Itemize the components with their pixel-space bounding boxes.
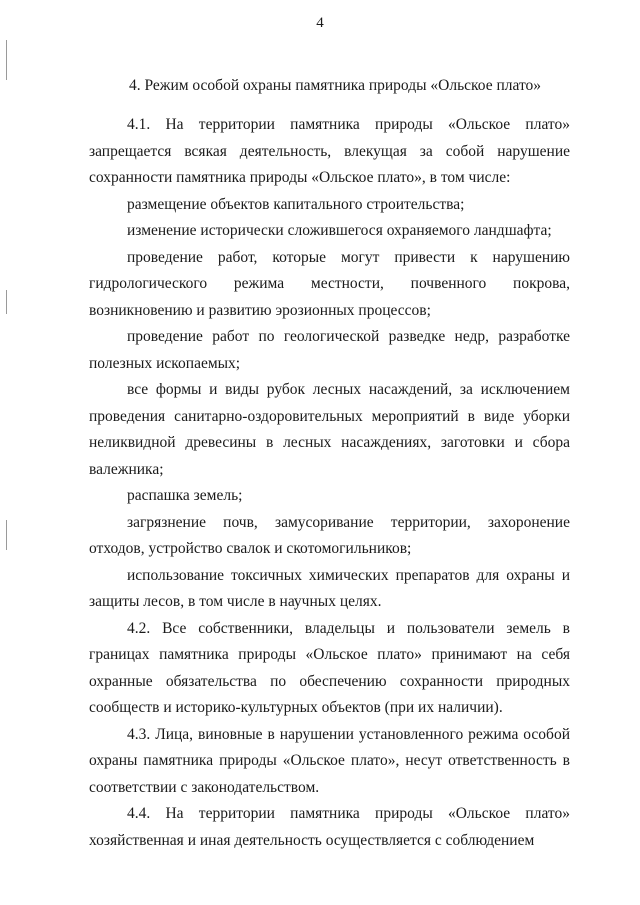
scan-edge-mark: [6, 40, 7, 80]
list-item: изменение исторически сложившегося охраняемого ландшафта;: [127, 222, 552, 239]
paragraph-4-2: 4.2. Все собственники, владельцы и пользователи земель в границах памятника природы «Ольское плато» принимают на себя охранные обязательства по обеспечению сохранности природных сообществ и историко-культурных объектов (при их наличии).: [89, 619, 570, 716]
list-item: проведение работ по геологической разведке недр, разработке полезных ископаемых;: [89, 328, 570, 372]
list-item: размещение объектов капитального строительства;: [127, 195, 465, 213]
scan-edge-mark: [6, 290, 7, 314]
list-item: проведение работ, которые могут привести к нарушению гидрологического режима местности, почвенного покрова, возникновению и развитию эрозионных процессов;: [89, 248, 570, 319]
list-item: распашка земель;: [127, 487, 243, 504]
paragraph-4-1: 4.1. На территории памятника природы «Ольское плато» запрещается всякая деятельность, влекущая за собой нарушение сохранности памятника природы «Ольское плато», в том числе:: [89, 116, 570, 186]
scan-edge-mark: [6, 520, 7, 550]
document-body: [89, 112, 570, 854]
list-item: использование токсичных химических препаратов для охраны и защиты лесов, в том числе в научных целях.: [89, 566, 570, 610]
section-title: 4. Режим особой охраны памятника природы «Ольское плато»: [128, 77, 542, 94]
page-number: 4: [316, 15, 324, 31]
list-item: все формы и виды рубок лесных насаждений, за исключением проведения санитарно-оздоровительных мероприятий в виде уборки неликвидной древесины в лесных насаждениях, заготовки и сбора валежника;: [89, 381, 570, 478]
list-item: загрязнение почв, замусоривание территории, захоронение отходов, устройство свалок и скотомогильников;: [89, 513, 570, 557]
paragraph-4-3: 4.3. Лица, виновные в нарушении установленного режима особой охраны памятника природы «Ольское плато», несут ответственность в соответствии с законодательством.: [89, 725, 570, 796]
paragraph-4-4: 4.4. На территории памятника природы «Ольское плато» хозяйственная и иная деятельность осуществляется с соблюдением: [89, 805, 570, 849]
